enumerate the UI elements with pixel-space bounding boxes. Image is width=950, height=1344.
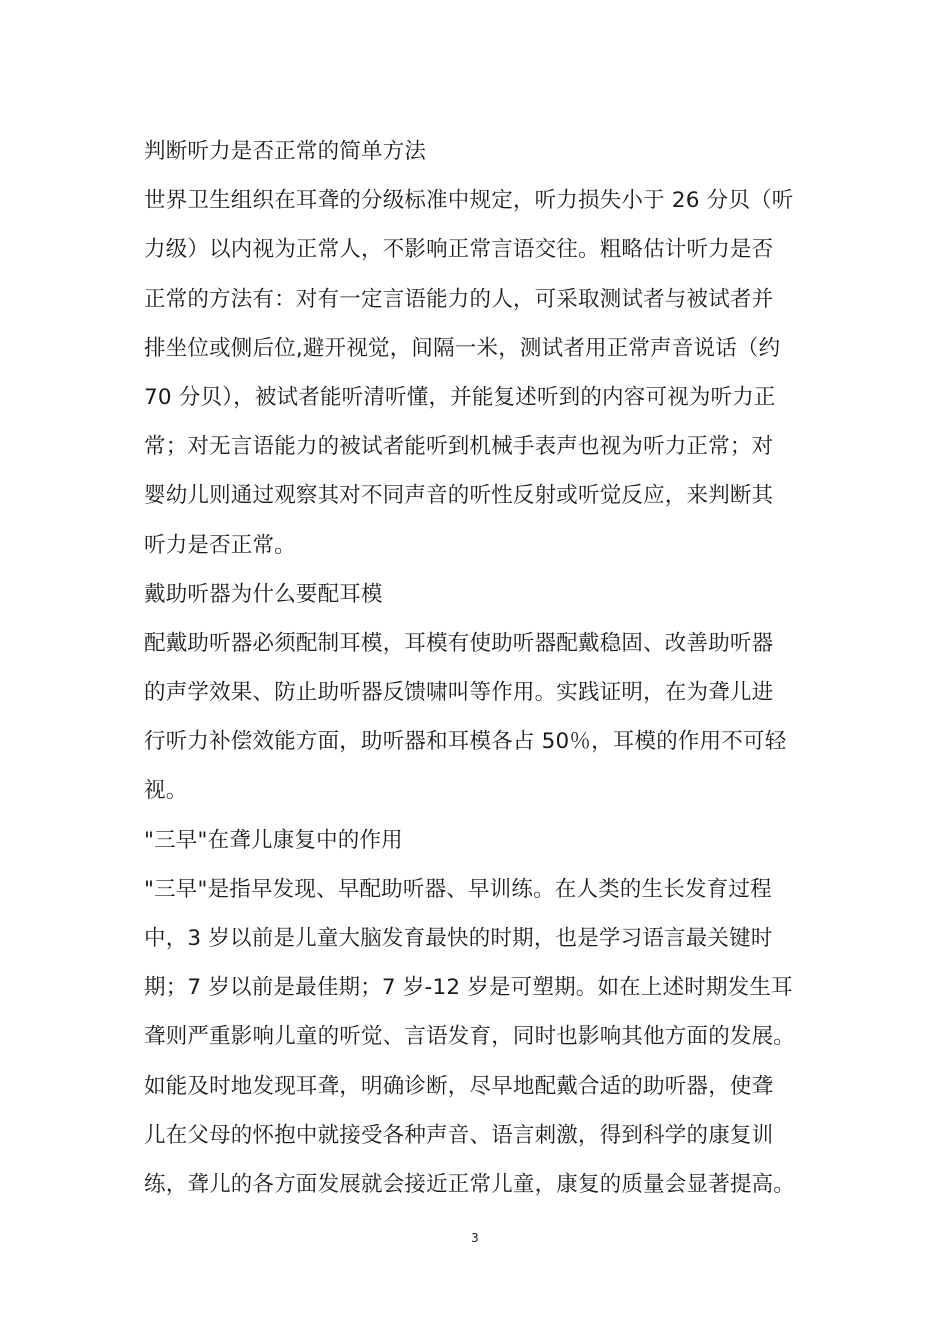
- paragraph-line: 婴幼儿则通过观察其对不同声音的听性反射或听觉反应，来判断其: [144, 483, 774, 509]
- paragraph-line: "三早"是指早发现、早配助听器、早训练。在人类的生长发育过程: [144, 876, 772, 902]
- paragraph-line: 力级）以内视为正常人，不影响正常言语交往。粗略估计听力是否: [144, 237, 774, 263]
- paragraph-line: 行听力补偿效能方面，助听器和耳模各占 50％，耳模的作用不可轻: [144, 729, 787, 755]
- paragraph-line: 聋则严重影响儿童的听觉、言语发育，同时也影响其他方面的发展。: [144, 1024, 796, 1050]
- section-heading-ear-mold: 戴助听器为什么要配耳模: [144, 581, 383, 607]
- paragraph-line: 70 分贝），被试者能听清听懂，并能复述听到的内容可视为听力正: [144, 384, 776, 410]
- paragraph-line: 正常的方法有：对有一定言语能力的人，可采取测试者与被试者并: [144, 286, 774, 312]
- paragraph-line: 听力是否正常。: [144, 532, 296, 558]
- paragraph-line: 配戴助听器必须配制耳模，耳模有使助听器配戴稳固、改善助听器: [144, 630, 774, 656]
- document-body: [144, 131, 814, 1213]
- paragraph-line: 如能及时地发现耳聋，明确诊断，尽早地配戴合适的助听器，使聋: [144, 1073, 774, 1099]
- paragraph-line: 练，聋儿的各方面发展就会接近正常儿童，康复的质量会显著提高。: [144, 1171, 796, 1197]
- paragraph-line: 常；对无言语能力的被试者能听到机械手表声也视为听力正常；对: [144, 434, 774, 460]
- paragraph-line: 中，3 岁以前是儿童大脑发育最快的时期，也是学习语言最关键时: [144, 926, 773, 951]
- paragraph-line: 排坐位或侧后位,避开视觉，间隔一米，测试者用正常声音说话（约: [144, 335, 781, 361]
- paragraph-line: 期；7 岁以前是最佳期；7 岁-12 岁是可塑期。如在上述时期发生耳: [144, 975, 793, 1001]
- paragraph-line: 视。: [144, 778, 188, 804]
- section-heading-three-early: "三早"在聋儿康复中的作用: [144, 827, 403, 853]
- paragraph-line: 世界卫生组织在耳聋的分级标准中规定，听力损失小于 26 分贝（听: [144, 188, 794, 214]
- paragraph-line: 的声学效果、防止助听器反馈啸叫等作用。实践证明，在为聋儿进: [144, 680, 774, 706]
- section-heading-hearing-test: 判断听力是否正常的简单方法: [144, 139, 427, 164]
- paragraph-line: 儿在父母的怀抱中就接受各种声音、语言刺激，得到科学的康复训: [144, 1122, 774, 1148]
- page-number: 3: [471, 1231, 479, 1245]
